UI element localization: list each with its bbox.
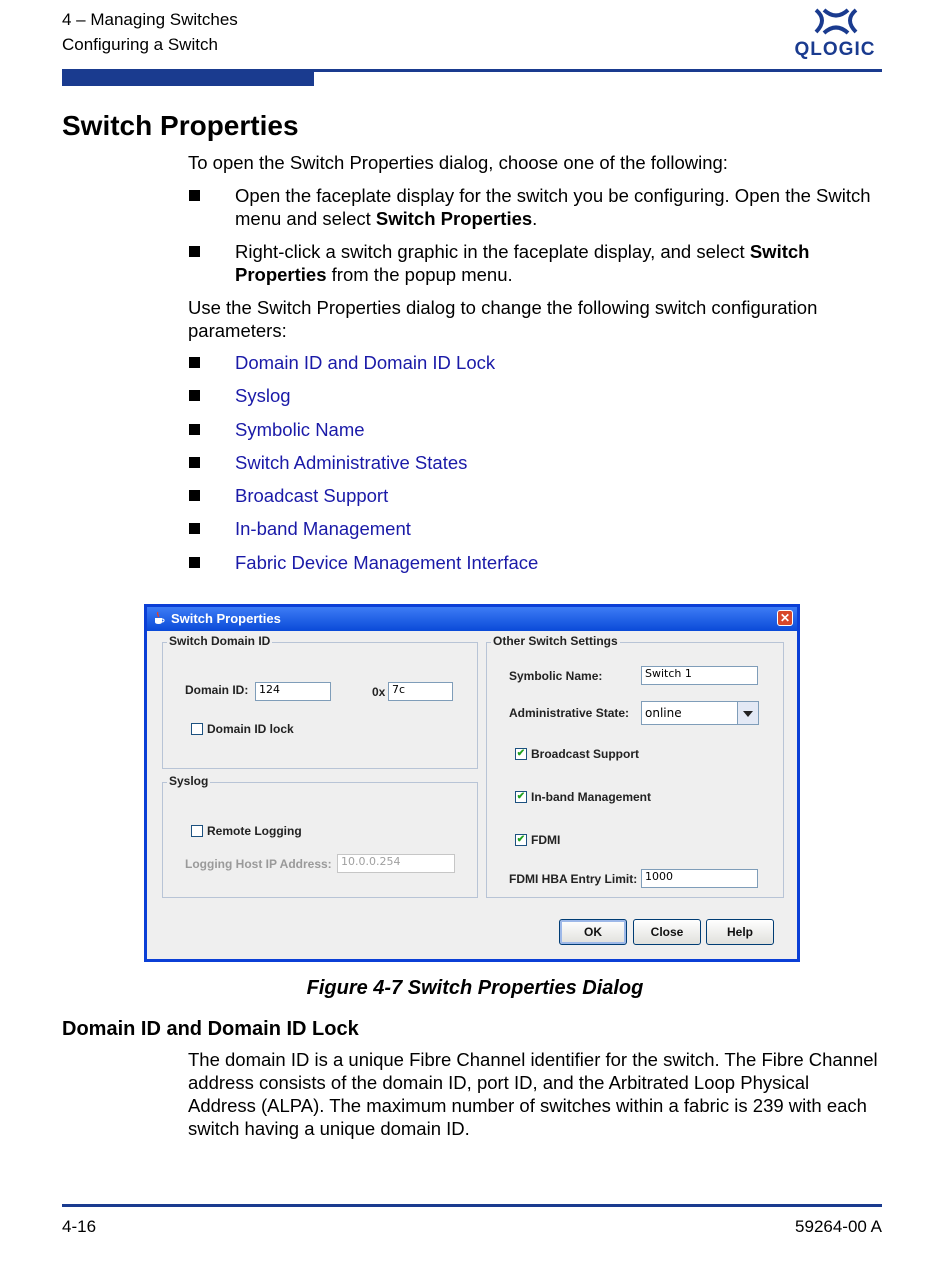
dialog-titlebar bbox=[147, 607, 797, 631]
broadcast-support-label: Broadcast Support bbox=[531, 747, 640, 761]
administrative-state-select[interactable] bbox=[641, 701, 759, 725]
other-switch-settings-group bbox=[486, 634, 784, 898]
close-button[interactable]: Close bbox=[633, 919, 701, 945]
inband-management-checkbox[interactable]: ✔ bbox=[516, 791, 526, 802]
switch-domain-id-group bbox=[162, 634, 478, 769]
group-label: Switch Domain ID bbox=[169, 634, 271, 648]
use-text: Use the Switch Properties dialog to change the following switch configuration parameters: bbox=[188, 297, 818, 341]
dialog-title: Switch Properties bbox=[171, 611, 281, 626]
remote-logging-checkbox[interactable] bbox=[191, 825, 203, 837]
ok-button[interactable]: OK bbox=[559, 919, 627, 945]
bullet-icon bbox=[189, 246, 200, 257]
bullet-icon bbox=[189, 190, 200, 201]
figure-caption: Figure 4-7 Switch Properties Dialog bbox=[306, 977, 644, 999]
bullet-icon bbox=[189, 490, 200, 501]
bullet-icon bbox=[189, 390, 200, 401]
qlogic-logo-mark-icon bbox=[788, 6, 882, 40]
domain-id-label: Domain ID: bbox=[185, 683, 249, 697]
chapter-title: 4 – Managing Switches bbox=[62, 10, 238, 29]
fdmi-hba-entry-limit-label: FDMI HBA Entry Limit: bbox=[509, 872, 638, 886]
bullet-icon bbox=[189, 457, 200, 468]
symbolic-name-label: Symbolic Name: bbox=[509, 669, 603, 683]
link-symbolic-name[interactable]: Symbolic Name bbox=[235, 419, 365, 440]
help-button[interactable]: Help bbox=[706, 919, 774, 945]
domain-id-lock-checkbox[interactable] bbox=[191, 723, 203, 735]
domain-id-input[interactable]: 124 bbox=[255, 682, 331, 701]
document-id: 59264-00 A bbox=[795, 1217, 882, 1236]
fdmi-label: FDMI bbox=[531, 833, 561, 847]
section-title: Configuring a Switch bbox=[62, 35, 218, 54]
logging-host-ip-input[interactable]: 10.0.0.254 bbox=[337, 854, 455, 873]
bullet-icon bbox=[189, 523, 200, 534]
qlogic-logo bbox=[788, 6, 882, 62]
header-rule-accent bbox=[62, 69, 314, 86]
logo-text: QLOGIC bbox=[794, 39, 876, 60]
page-number: 4-16 bbox=[62, 1217, 97, 1236]
open-step-1: Open the faceplate display for the switch you be configuring. Open the Switch menu and select Switch Properties. bbox=[235, 185, 871, 229]
logging-host-ip-label: Logging Host IP Address: bbox=[185, 857, 332, 871]
administrative-state-label: Administrative State: bbox=[509, 706, 630, 720]
domain-id-lock-label: Domain ID lock bbox=[207, 722, 294, 736]
page-title: Switch Properties bbox=[62, 110, 299, 141]
intro-text: To open the Switch Properties dialog, choose one of the following: bbox=[188, 152, 728, 173]
group-label: Syslog bbox=[169, 774, 209, 788]
syslog-group bbox=[162, 774, 478, 898]
dialog-close-icon[interactable]: ✕ bbox=[777, 610, 793, 626]
hex-prefix-label: 0x bbox=[372, 685, 386, 699]
link-domain-id[interactable]: Domain ID and Domain ID Lock bbox=[235, 352, 496, 373]
subsection-body: The domain ID is a unique Fibre Channel identifier for the switch. The Fibre Channel address consists of the domain ID, port ID, and the Arbitrated Loop Physical Address (ALPA). The maximum number of switches within a fabric is 239 with each switch having a unique domain ID. bbox=[188, 1049, 878, 1139]
link-syslog[interactable]: Syslog bbox=[235, 385, 291, 406]
broadcast-support-checkbox[interactable]: ✔ bbox=[516, 748, 526, 759]
bullet-icon bbox=[189, 557, 200, 568]
switch-properties-dialog bbox=[144, 604, 800, 962]
domain-id-hex-input[interactable]: 7c bbox=[388, 682, 453, 701]
inband-management-label: In-band Management bbox=[531, 790, 652, 804]
link-fdmi[interactable]: Fabric Device Management Interface bbox=[235, 552, 539, 573]
chevron-down-icon[interactable] bbox=[737, 702, 758, 724]
subsection-title: Domain ID and Domain ID Lock bbox=[62, 1018, 359, 1040]
fdmi-hba-entry-limit-input[interactable]: 1000 bbox=[641, 869, 758, 888]
administrative-state-value: online bbox=[645, 706, 682, 720]
java-cup-icon bbox=[153, 611, 165, 625]
bullet-icon bbox=[189, 357, 200, 368]
bullet-icon bbox=[189, 424, 200, 435]
link-admin-states[interactable]: Switch Administrative States bbox=[235, 452, 468, 473]
link-inband-management[interactable]: In-band Management bbox=[235, 518, 411, 539]
remote-logging-label: Remote Logging bbox=[207, 824, 302, 838]
symbolic-name-input[interactable]: Switch 1 bbox=[641, 666, 758, 685]
link-broadcast-support[interactable]: Broadcast Support bbox=[235, 485, 389, 506]
open-step-2: Right-click a switch graphic in the faceplate display, and select Switch Properties from the popup menu. bbox=[235, 241, 810, 285]
group-label: Other Switch Settings bbox=[493, 634, 618, 648]
footer-rule bbox=[62, 1204, 882, 1207]
fdmi-checkbox[interactable]: ✔ bbox=[516, 834, 526, 845]
